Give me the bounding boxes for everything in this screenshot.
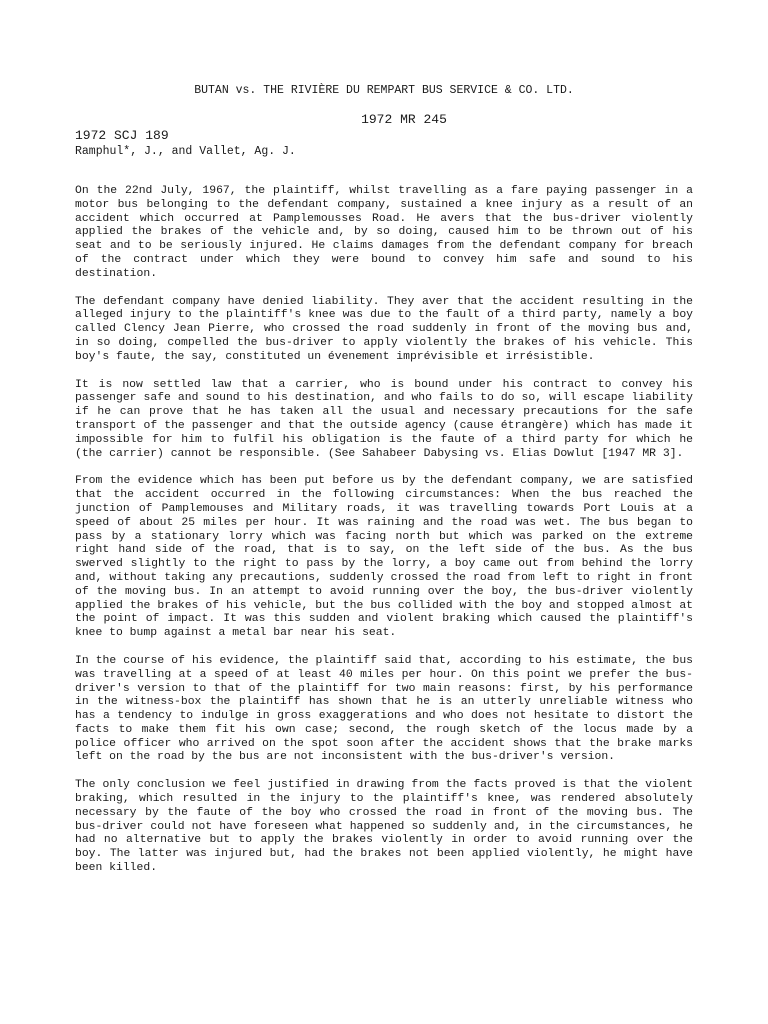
paragraph-5: In the course of his evidence, the plaintiff said that, according to his estimate, the bus was travelling at a speed of at least 40 miles per hour. On this point we prefer the bus-driver's version to that of the plaintiff for two main reasons: first, by his performance in the witness-box the plaintiff has shown that he is an utterly unreliable witness who has a tendency to indulge in gross exaggerations and who does not hesitate to distort the facts to make them fit his own case; second, the rough sketch of the locus made by a police officer who arrived on the spot soon after the accident shows that the brake marks left on the road by the bus are not inconsistent with the bus-driver's version.: [75, 654, 693, 764]
case-title: BUTAN vs. THE RIVIÈRE DU REMPART BUS SERVICE & CO. LTD.: [194, 84, 574, 97]
judgment-body: [75, 185, 693, 890]
citation-mr: 1972 MR 245: [361, 112, 447, 127]
judges-line: Ramphul*, J., and Vallet, Ag. J.: [75, 145, 296, 158]
paragraph-2: The defendant company have denied liability. They aver that the accident resulting in the alleged injury to the plaintiff's knee was due to the fault of a third party, namely a boy called Clency Jean Pierre, who crossed the road suddenly in front of the moving bus and, in so doing, compelled the bus-driver to apply violently the brakes of his vehicle. This boy's faute, the say, constituted un évenement imprévisible et irrésistible.: [75, 295, 693, 363]
paragraph-6: The only conclusion we feel justified in drawing from the facts proved is that the violent braking, which resulted in the injury to the plaintiff's knee, was rendered absolutely necessary by the faute of the boy who crossed the road in front of the moving bus. The bus-driver could not have foreseen what happened so suddenly and, in the circumstances, he had no alternative but to apply the brakes violently in order to avoid running over the boy. The latter was injured but, had the brakes not been applied violently, he might have been killed.: [75, 779, 693, 875]
paragraph-1: On the 22nd July, 1967, the plaintiff, whilst travelling as a fare paying passenger in a motor bus belonging to the defendant company, sustained a knee injury as a result of an accident which occurred at Pamplemousses Road. He avers that the bus-driver violently applied the brakes of the vehicle and, by so doing, caused him to be thrown out of his seat and to be seriously injured. He claims damages from the defendant company for breach of the contract under which they were bound to convey him safe and sound to his destination.: [75, 185, 693, 280]
paragraph-3: It is now settled law that a carrier, who is bound under his contract to convey his passenger safe and sound to his destination, and who fails to do so, will escape liability if he can prove that he has taken all the usual and necessary precautions for the safe transport of the passenger and that the outside agency (cause étrangère) which has made it impossible for him to fulfil his obligation is the faute of a third party for which he (the carrier) cannot be responsible. (See Sahabeer Dabysing vs. Elias Dowlut [1947 MR 3].: [75, 378, 693, 460]
citation-scj: 1972 SCJ 189: [75, 128, 169, 143]
paragraph-4: From the evidence which has been put before us by the defendant company, we are satisfied that the accident occurred in the following circumstances: When the bus reached the junction of Pamplemouses and Military roads, it was travelling towards Port Louis at a speed of about 25 miles per hour. It was raining and the road was wet. The bus began to pass by a stationary lorry which was facing north but which was parked on the extreme right hand side of the road, that is to say, on the left side of the bus. As the bus swerved slightly to the right to pass by the lorry, a boy came out from behind the lorry and, without taking any precautions, suddenly crossed the road from left to right in front of the moving bus. In an attempt to avoid running over the boy, the bus-driver violently applied the brakes of his vehicle, but the bus collided with the boy and stopped almost at the point of impact. It was this sudden and violent braking which caused the plaintiff's knee to bump against a metal bar near his seat.: [75, 475, 693, 640]
